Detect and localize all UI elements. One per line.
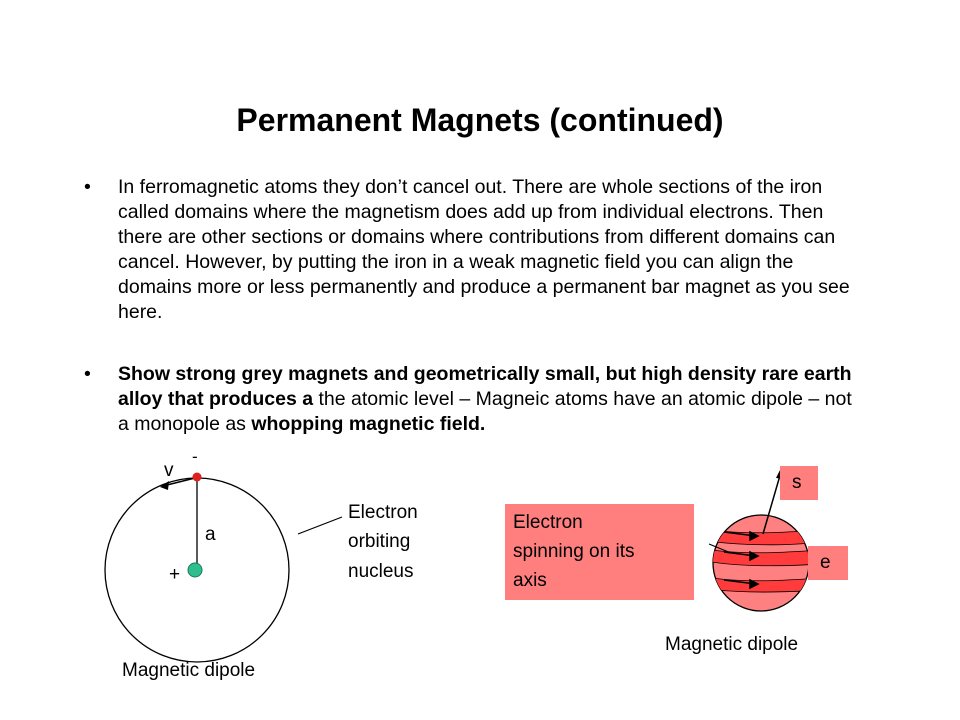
spin-label-line-2: spinning on its [513, 541, 635, 562]
orbit-label-line-2: orbiting [348, 531, 411, 552]
bullet-marker: • [84, 363, 91, 385]
s-label: s [792, 472, 802, 493]
nucleus-charge-label: + [169, 564, 181, 585]
radius-label: a [205, 524, 216, 545]
slide-title: Permanent Magnets (continued) [236, 102, 724, 138]
bullet-2-plain: the atomic level – Magneic atoms have an atomic dipole – not a monopole as [118, 388, 852, 435]
bullet-2-bold-end: whopping magnetic field. [251, 413, 486, 435]
e-label: e [820, 552, 831, 573]
orbit-label-line-3: nucleus [348, 561, 414, 582]
spin-label-line-1: Electron [513, 512, 583, 533]
orbit-pointer-line [298, 517, 342, 534]
nucleus-dot [188, 563, 202, 577]
bullet-1-text: In ferromagnetic atoms they don’t cancel out. There are whole sections of the iron called domains where the magnetism does add up from individual electrons. Then there are other sections or domains where contributions from different domains can cancel. However, by putting the iron in a weak magnetic field you can align the domains more or less permanently and produce a permanent bar magnet as you see here. [118, 176, 850, 323]
s-label-box [780, 466, 818, 500]
electron-dot [193, 473, 202, 482]
spin-description-box [505, 504, 694, 600]
orbit-caption: Magnetic dipole [122, 660, 256, 681]
spin-caption: Magnetic dipole [665, 634, 799, 655]
spin-label-line-3: axis [513, 570, 547, 591]
bullet-marker: • [84, 176, 91, 198]
e-label-box [808, 546, 848, 580]
orbit-label-line-1: Electron [348, 502, 418, 523]
bullet-2-bold-start: Show strong grey magnets and geometrically small, but high density rare earth alloy that produces a [118, 363, 852, 410]
velocity-label: v [164, 460, 174, 481]
electron-charge-label: - [192, 447, 198, 466]
